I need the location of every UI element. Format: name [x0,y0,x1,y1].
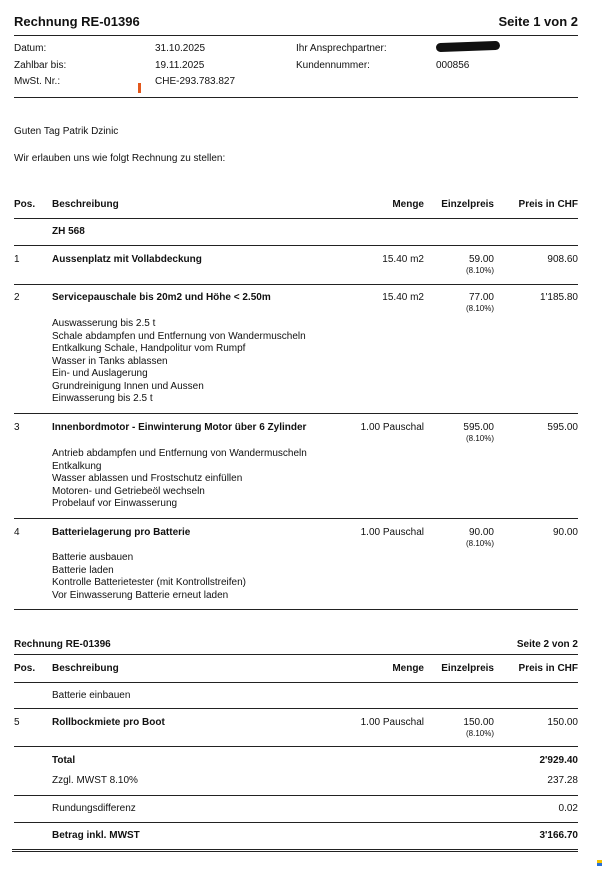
detail-line: Entkalkung [52,460,102,472]
divider [14,609,578,610]
greeting: Guten Tag Patrik Dzinic [14,126,119,137]
contact-label: Ihr Ansprechpartner: [296,43,387,54]
divider [14,518,578,519]
item-vat-rate: (8.10%) [465,729,494,738]
divider [14,97,578,98]
total-label: Total [52,755,76,766]
item-price: 908.60 [547,254,578,265]
divider [14,795,578,796]
item-pos: 5 [14,717,20,728]
item-quantity: 15.40 m2 [382,254,424,265]
divider [14,245,578,246]
item-quantity: 15.40 m2 [382,292,424,303]
divider [14,682,578,683]
detail-line: Antrieb abdampfen und Entfernung von Wandermuscheln [52,448,307,459]
item-pos: 4 [14,527,20,538]
item-title: Innenbordmotor - Einwinterung Motor über 6 Zylinder [52,422,307,433]
detail-line: Grundreinigung Innen und Aussen [52,380,204,392]
header-unit-price: Einzelpreis [441,199,494,210]
total-value: 2'929.40 [539,755,578,766]
detail-line: Wasser in Tanks ablassen [52,355,168,367]
item-quantity: 1.00 Pauschal [360,717,424,728]
divider [14,822,578,823]
header-unit-price: Einzelpreis [441,663,494,674]
item-pos: 2 [14,292,20,303]
vat-number-label: MwSt. Nr.: [14,76,61,87]
intro-text: Wir erlauben uns wie folgt Rechnung zu stellen: [14,153,226,164]
item-detail-lines [52,552,246,602]
date-value: 31.10.2025 [155,43,206,54]
rounding-value: 0.02 [558,803,578,814]
grand-total-label: Betrag inkl. MWST [52,830,140,841]
customer-number-label: Kundennummer: [296,60,370,71]
detail-line: Ein- und Auslagerung [52,368,148,379]
header-pos: Pos. [14,663,36,674]
item-title: Aussenplatz mit Vollabdeckung [52,254,202,265]
date-label: Datum: [14,43,47,54]
vat-value: 237.28 [547,775,578,786]
divider [14,708,578,709]
item-vat-rate: (8.10%) [465,304,494,313]
detail-line: Vor Einwasserung Batterie erneut laden [52,589,229,601]
detail-line: Motoren- und Getriebeöl wechseln [52,485,205,497]
header-pos: Pos. [14,199,36,210]
item-price: 90.00 [552,527,578,538]
item-pos: 1 [14,254,20,265]
divider [14,218,578,219]
carry-over-line: Batterie einbauen [52,690,131,701]
detail-line: Probelauf vor Einwasserung [52,498,178,509]
item-quantity: 1.00 Pauschal [360,422,424,433]
invoice-title: Rechnung RE-01396 [14,14,140,29]
item-detail-lines [52,448,307,511]
item-pos: 3 [14,422,20,433]
item-vat-rate: (8.10%) [465,539,494,548]
header-price: Preis in CHF [518,199,578,210]
item-detail-lines [52,318,306,406]
divider [14,284,578,285]
item-vat-rate: (8.10%) [465,266,494,275]
group-label: ZH 568 [52,226,85,237]
page2-title: Rechnung RE-01396 [14,639,111,650]
redacted-contact [436,41,500,52]
corner-mark [597,860,602,866]
header-quantity: Menge [392,663,424,674]
item-title: Servicepauschale bis 20m2 und Höhe < 2.50m [52,292,271,303]
vat-number-value: CHE-293.783.827 [155,76,236,87]
item-unit-price: 59.00 [468,254,494,265]
item-price: 1'185.80 [539,292,578,303]
detail-line: Batterie ausbauen [52,552,134,563]
item-unit-price: 595.00 [463,422,494,433]
detail-line: Einwasserung bis 2.5 t [52,393,153,404]
item-price: 595.00 [547,422,578,433]
page2-indicator: Seite 2 von 2 [516,639,578,650]
item-vat-rate: (8.10%) [465,434,494,443]
item-quantity: 1.00 Pauschal [360,527,424,538]
divider [14,654,578,655]
double-divider [12,849,578,853]
annotation-marker [138,83,141,93]
header-quantity: Menge [392,199,424,210]
rounding-label: Rundungsdifferenz [52,803,136,814]
item-unit-price: 77.00 [468,292,494,303]
item-title: Rollbockmiete pro Boot [52,717,165,728]
detail-line: Kontrolle Batterietester (mit Kontrollstreifen) [52,577,246,588]
customer-number-value: 000856 [436,60,470,71]
due-date-value: 19.11.2025 [155,60,205,71]
item-title: Batterielagerung pro Batterie [52,527,191,538]
divider [14,35,578,36]
header-description: Beschreibung [52,199,119,210]
divider [14,746,578,747]
divider [14,413,578,414]
item-price: 150.00 [547,717,578,728]
detail-line: Entkalkung Schale, Handpolitur vom Rumpf [52,343,246,354]
detail-line: Auswasserung bis 2.5 t [52,318,156,329]
detail-line: Wasser ablassen und Frostschutz einfüllen [52,473,243,484]
item-unit-price: 90.00 [468,527,494,538]
detail-line: Schale abdampfen und Entfernung von Wandermuscheln [52,330,306,342]
item-unit-price: 150.00 [463,717,494,728]
header-description: Beschreibung [52,663,119,674]
vat-label: Zzgl. MWST 8.10% [52,775,138,786]
grand-total-value: 3'166.70 [539,830,578,841]
due-date-label: Zahlbar bis: [14,60,67,71]
header-price: Preis in CHF [518,663,578,674]
detail-line: Batterie laden [52,564,114,576]
page-indicator: Seite 1 von 2 [498,14,578,29]
